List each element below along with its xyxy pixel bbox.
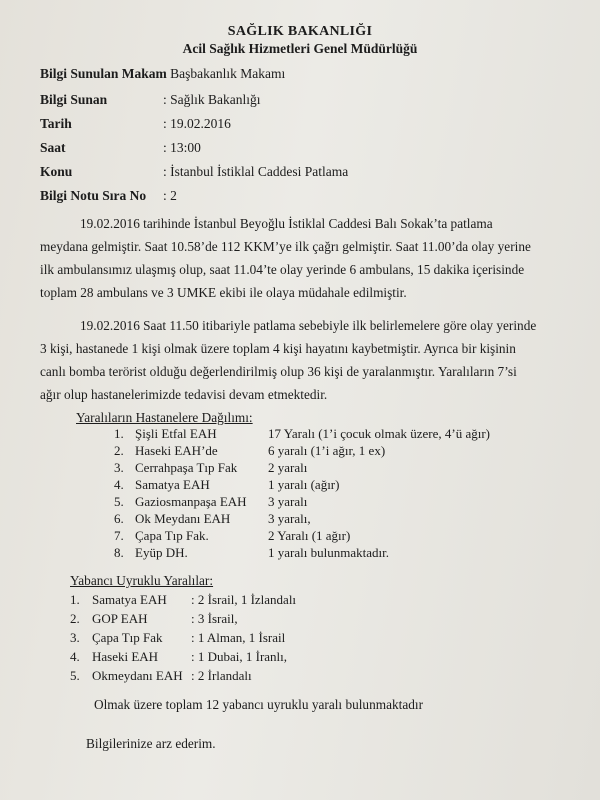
casualty-paragraph [40, 314, 560, 406]
list-item-number: 2. [114, 443, 124, 458]
list-item-detail: : 2 İsrail, 1 İzlandalı [191, 592, 297, 607]
paragraph-line: toplam 28 ambulans ve 3 UMKE ekibi ile olaya müdahale edilmiştir. [40, 285, 407, 300]
list-item-number: 2. [70, 611, 80, 626]
closing-line: Bilgilerinize arz ederim. [86, 736, 216, 751]
list-item-number: 4. [114, 477, 124, 492]
list-item-number: 1. [114, 426, 124, 441]
meta-label-recipient: Bilgi Sunulan Makam [40, 66, 167, 81]
list-item-hospital: Gaziosmanpaşa EAH [135, 494, 247, 509]
foreign-section-heading: Yabancı Uyruklu Yaralılar: [70, 573, 214, 588]
list-item-number: 8. [114, 545, 124, 560]
meta-label-sender: Bilgi Sunan [40, 92, 108, 107]
list-item-number: 5. [70, 668, 80, 683]
paragraph-line: 19.02.2016 Saat 11.50 itibariyle patlama sebebiyle ilk belirlemelere göre olay yerinde [80, 318, 537, 333]
list-item-hospital: Çapa Tıp Fak [92, 630, 163, 645]
list-item-detail: 2 Yaralı (1 ağır) [268, 528, 351, 543]
list-item-number: 3. [70, 630, 80, 645]
incident-paragraph [40, 212, 560, 304]
list-item-number: 6. [114, 511, 124, 526]
list-item-hospital: Haseki EAH [92, 649, 159, 664]
list-item-detail: : 3 İsrail, [191, 611, 238, 626]
list-item-detail: 17 Yaralı (1’i çocuk olmak üzere, 4’ü ağır) [268, 426, 491, 441]
paragraph-line: meydana gelmiştir. Saat 10.58’de 112 KKM’ye ilk çağrı gelmiştir. Saat 11.00’da olay yerine [40, 239, 531, 254]
list-item-number: 5. [114, 494, 124, 509]
meta-value-time: : 13:00 [163, 140, 201, 155]
list-item-detail: : 1 Alman, 1 İsrail [191, 630, 286, 645]
list-item-detail: : 2 İrlandalı [191, 668, 252, 683]
list-item-hospital: GOP EAH [92, 611, 148, 626]
list-item-hospital: Çapa Tıp Fak. [135, 528, 209, 543]
meta-value-recipient: : Başbakanlık Makamı [163, 66, 286, 81]
list-item-number: 4. [70, 649, 80, 664]
meta-value-sender: : Sağlık Bakanlığı [163, 92, 261, 107]
list-item-hospital: Ok Meydanı EAH [135, 511, 231, 526]
injured-section-heading: Yaralıların Hastanelere Dağılımı: [76, 410, 253, 425]
ministry-title: SAĞLIK BAKANLIĞI [227, 24, 373, 39]
list-item-hospital: Cerrahpaşa Tıp Fak [135, 460, 238, 475]
list-item-hospital: Okmeydanı EAH [92, 668, 183, 683]
list-item-detail: 3 yaralı, [268, 511, 311, 526]
foreign-summary: Olmak üzere toplam 12 yabancı uyruklu yaralı bulunmaktadır [94, 697, 423, 712]
meta-label-subject: Konu [40, 164, 73, 179]
list-item-number: 1. [70, 592, 80, 607]
list-item-detail: 1 yaralı (ağır) [268, 477, 340, 492]
list-item-hospital: Şişli Etfal EAH [135, 426, 217, 441]
list-item-detail: 6 yaralı (1’i ağır, 1 ex) [268, 443, 386, 458]
meta-value-subject: : İstanbul İstiklal Caddesi Patlama [163, 164, 349, 179]
list-item-detail: : 1 Dubai, 1 İranlı, [191, 649, 288, 664]
meta-label-note-number: Bilgi Notu Sıra No [40, 188, 147, 203]
list-item-number: 7. [114, 528, 124, 543]
department-subtitle: Acil Sağlık Hizmetleri Genel Müdürlüğü [182, 41, 418, 56]
paragraph-line: ilk ambulansımız ulaşmış olup, saat 11.04’te olay yerinde 6 ambulans, 15 dakika içerisinde [40, 262, 525, 277]
meta-label-date: Tarih [40, 116, 72, 131]
list-item-number: 3. [114, 460, 124, 475]
list-item-hospital: Haseki EAH’de [135, 443, 218, 458]
paragraph-line: canlı bomba terörist olduğu değerlendirilmiş olup 36 kişi de yaralanmıştır. Yaralıların 7’si [40, 364, 517, 379]
list-item-hospital: Samatya EAH [92, 592, 167, 607]
meta-label-time: Saat [40, 140, 66, 155]
meta-value-note-number: : 2 [163, 188, 177, 203]
paragraph-line: 19.02.2016 tarihinde İstanbul Beyoğlu İstiklal Caddesi Balı Sokak’ta patlama [80, 216, 493, 231]
list-item-hospital: Samatya EAH [135, 477, 210, 492]
paragraph-line: ağır olup hastanelerimizde tedavisi devam etmektedir. [40, 387, 328, 402]
paragraph-line: 3 kişi, hastanede 1 kişi olmak üzere toplam 4 kişi hayatını kaybetmiştir. Ayrıca bir kişinin [40, 341, 516, 356]
list-item-hospital: Eyüp DH. [135, 545, 188, 560]
list-item-detail: 3 yaralı [268, 494, 308, 509]
meta-value-date: : 19.02.2016 [163, 116, 231, 131]
list-item-detail: 2 yaralı [268, 460, 308, 475]
list-item-detail: 1 yaralı bulunmaktadır. [268, 545, 389, 560]
